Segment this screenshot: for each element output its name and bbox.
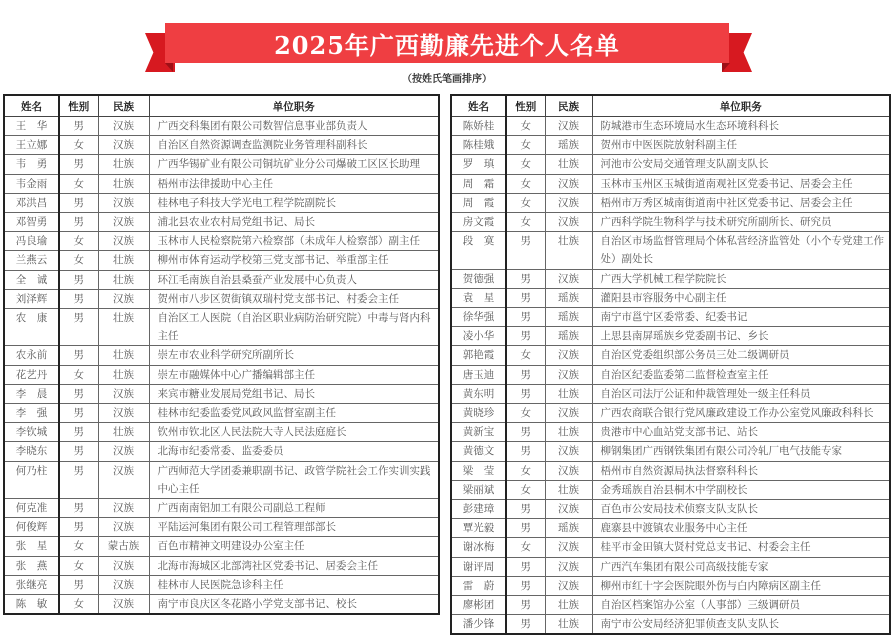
table-header-row [451,95,890,117]
person-name: 李晓东 [4,442,59,461]
person-name: 李 强 [4,404,59,423]
table-row [4,309,439,346]
person-position: 南宁市良庆区冬花路小学党支部书记、校长 [149,595,439,615]
person-ethnicity: 壮族 [98,423,149,442]
person-ethnicity: 壮族 [545,596,592,615]
person-name: 潘少锋 [451,615,506,635]
person-position: 崇左市融媒体中心广播编辑部主任 [149,365,439,384]
person-name: 张 燕 [4,556,59,575]
table-row [451,308,890,327]
person-name: 刘泽辉 [4,289,59,308]
right-table-body [451,117,890,635]
person-position: 贵港市中心血站党支部书记、站长 [592,423,890,442]
person-ethnicity: 壮族 [98,251,149,270]
person-gender: 男 [59,270,98,289]
table-row [4,289,439,308]
person-gender: 男 [506,384,545,403]
person-name: 张继亮 [4,575,59,594]
sort-note: （按姓氏笔画排序） [402,74,492,85]
person-position: 广西大学机械工程学院院长 [592,269,890,288]
person-position: 广西南南铝加工有限公司副总工程师 [149,499,439,518]
person-ethnicity: 汉族 [98,499,149,518]
table-row [451,576,890,595]
person-ethnicity: 汉族 [545,117,592,136]
person-position: 广西科学院生物科学与技术研究所副所长、研究员 [592,213,890,232]
person-name: 王立娜 [4,136,59,155]
person-ethnicity: 汉族 [98,213,149,232]
person-gender: 男 [506,615,545,635]
person-gender: 男 [59,289,98,308]
person-position: 北海市海城区北部湾社区党委书记、居委会主任 [149,556,439,575]
table-row [4,270,439,289]
table-row [451,615,890,635]
person-position: 鹿寨县中渡镇农业服务中心主任 [592,519,890,538]
person-gender: 男 [506,442,545,461]
person-gender: 男 [506,365,545,384]
person-position: 贺州市八步区贺街镇双瑞村党支部书记、村委会主任 [149,289,439,308]
table-row [451,461,890,480]
person-name: 何乃柱 [4,461,59,498]
title-banner [0,0,894,80]
person-ethnicity: 汉族 [545,365,592,384]
person-position: 自治区工人医院（自治区职业病防治研究院）中毒与肾内科主任 [149,309,439,346]
person-name: 王 华 [4,117,59,136]
person-gender: 女 [506,538,545,557]
person-gender: 男 [59,442,98,461]
table-row [451,117,890,136]
person-name: 黄德文 [451,442,506,461]
person-ethnicity: 汉族 [98,518,149,537]
person-position: 桂林市人民医院急诊科主任 [149,575,439,594]
person-name: 周 霞 [451,193,506,212]
table-row [4,117,439,136]
person-gender: 女 [506,155,545,174]
person-position: 来宾市糖业发展局党组书记、局长 [149,384,439,403]
person-ethnicity: 汉族 [545,557,592,576]
table-row [4,365,439,384]
col-header-gender: 性别 [506,95,545,117]
person-ethnicity: 汉族 [545,346,592,365]
person-position: 广西汽车集团有限公司高级技能专家 [592,557,890,576]
person-ethnicity: 壮族 [98,346,149,365]
col-header-ethnicity: 民族 [545,95,592,117]
person-name: 何俊辉 [4,518,59,537]
person-gender: 男 [506,557,545,576]
table-row [451,557,890,576]
person-position: 河池市公安局交通管理支队副支队长 [592,155,890,174]
person-name: 周 霜 [451,174,506,193]
person-name: 兰燕云 [4,251,59,270]
person-gender: 女 [506,136,545,155]
person-position: 广西华锡矿业有限公司铜坑矿业分公司爆破工区区长助理 [149,155,439,174]
person-position: 柳州市体育运动学校第三党支部书记、举重部主任 [149,251,439,270]
person-name: 罗 瑱 [451,155,506,174]
person-name: 郭艳霞 [451,346,506,365]
person-position: 崇左市农业科学研究所副所长 [149,346,439,365]
person-ethnicity: 汉族 [98,556,149,575]
person-gender: 男 [59,155,98,174]
person-position: 上思县南屏瑶族乡党委副书记、乡长 [592,327,890,346]
person-name: 邓洪昌 [4,193,59,212]
person-gender: 女 [506,174,545,193]
table-row [4,251,439,270]
person-ethnicity: 壮族 [545,384,592,403]
table-row [4,518,439,537]
person-gender: 女 [59,365,98,384]
person-name: 陈娇桂 [451,117,506,136]
person-name: 凌小华 [451,327,506,346]
person-ethnicity: 汉族 [98,117,149,136]
col-header-name: 姓名 [4,95,59,117]
person-ethnicity: 壮族 [98,270,149,289]
table-row [451,346,890,365]
right-table [450,94,891,635]
person-gender: 男 [59,384,98,403]
person-name: 农 康 [4,309,59,346]
person-position: 梧州市万秀区城南街道南中社区党委书记、居委会主任 [592,193,890,212]
person-ethnicity: 瑶族 [545,327,592,346]
person-ethnicity: 壮族 [545,615,592,635]
person-position: 自治区党委组织部公务员三处二级调研员 [592,346,890,365]
person-name: 彭建璋 [451,500,506,519]
person-position: 钦州市钦北区人民法院大寺人民法庭庭长 [149,423,439,442]
person-gender: 男 [59,423,98,442]
person-ethnicity: 汉族 [98,289,149,308]
col-header-ethnicity: 民族 [98,95,149,117]
person-name: 雷 蔚 [451,576,506,595]
person-name: 农永前 [4,346,59,365]
person-name: 何克准 [4,499,59,518]
person-position: 平陆运河集团有限公司工程管理部部长 [149,518,439,537]
person-gender: 男 [506,232,545,269]
person-name: 黄东明 [451,384,506,403]
person-name: 李钦城 [4,423,59,442]
person-position: 自治区档案馆办公室（人事部）三级调研员 [592,596,890,615]
table-row [4,193,439,212]
person-position: 柳钢集团广西钢铁集团有限公司冷轧厂电气技能专家 [592,442,890,461]
table-row [451,442,890,461]
person-name: 花艺丹 [4,365,59,384]
person-position: 自治区纪委监委第二监督检查室主任 [592,365,890,384]
page-title: 2025年广西勤廉先进个人名单 [274,30,620,60]
person-ethnicity: 壮族 [545,423,592,442]
table-row [4,155,439,174]
table-row [451,538,890,557]
person-name: 袁 星 [451,288,506,307]
person-position: 桂平市金田镇大贤村党总支书记、村委会主任 [592,538,890,557]
person-position: 玉林市玉州区玉城街道南观社区党委书记、居委会主任 [592,174,890,193]
person-name: 韦 勇 [4,155,59,174]
person-gender: 男 [506,519,545,538]
table-row [4,213,439,232]
person-position: 南宁市邕宁区委常委、纪委书记 [592,308,890,327]
left-table-body [4,117,439,615]
table-row [4,384,439,403]
table-row [451,384,890,403]
person-gender: 女 [59,537,98,556]
table-row [451,269,890,288]
table-row [4,423,439,442]
table-row [4,136,439,155]
table-row [4,575,439,594]
person-ethnicity: 瑶族 [545,288,592,307]
person-name: 冯良瑜 [4,232,59,251]
person-position: 广西师范大学团委兼职副书记、政管学院社会工作实训实践中心主任 [149,461,439,498]
person-name: 廖彬团 [451,596,506,615]
person-gender: 男 [506,596,545,615]
table-row [4,442,439,461]
person-ethnicity: 汉族 [98,595,149,615]
person-gender: 男 [506,423,545,442]
person-gender: 男 [59,575,98,594]
person-gender: 男 [506,288,545,307]
table-row [4,346,439,365]
table-row [451,596,890,615]
person-gender: 女 [59,556,98,575]
col-header-gender: 性别 [59,95,98,117]
person-gender: 男 [59,461,98,498]
person-name: 覃光毅 [451,519,506,538]
person-position: 桂林电子科技大学光电工程学院副院长 [149,193,439,212]
person-gender: 男 [506,576,545,595]
person-name: 陈桂娥 [451,136,506,155]
person-gender: 女 [506,213,545,232]
table-row [451,404,890,423]
person-gender: 女 [506,404,545,423]
person-gender: 女 [59,136,98,155]
person-gender: 男 [59,518,98,537]
person-gender: 男 [59,193,98,212]
person-position: 防城港市生态环境局水生态环境科科长 [592,117,890,136]
person-ethnicity: 壮族 [98,365,149,384]
person-position: 环江毛南族自治县桑蚕产业发展中心负责人 [149,270,439,289]
person-name: 张 星 [4,537,59,556]
table-row [451,136,890,155]
person-gender: 女 [506,117,545,136]
person-gender: 男 [59,117,98,136]
table-row [4,461,439,498]
person-ethnicity: 壮族 [98,309,149,346]
person-ethnicity: 汉族 [545,500,592,519]
person-gender: 女 [506,480,545,499]
person-position: 广西交科集团有限公司数智信息事业部负责人 [149,117,439,136]
person-ethnicity: 瑶族 [545,519,592,538]
person-name: 全 诚 [4,270,59,289]
table-row [4,537,439,556]
person-position: 金秀瑶族自治县桐木中学副校长 [592,480,890,499]
person-ethnicity: 汉族 [98,384,149,403]
person-gender: 男 [59,499,98,518]
person-position: 灌阳县市容服务中心副主任 [592,288,890,307]
ribbon [165,23,729,63]
table-row [451,519,890,538]
table-row [4,499,439,518]
person-gender: 女 [59,232,98,251]
person-ethnicity: 汉族 [545,404,592,423]
person-name: 谢评周 [451,557,506,576]
person-position: 柳州市红十字会医院眼外伤与白内障病区副主任 [592,576,890,595]
person-ethnicity: 瑶族 [545,308,592,327]
person-name: 谢冰梅 [451,538,506,557]
person-position: 百色市精神文明建设办公室主任 [149,537,439,556]
person-ethnicity: 瑶族 [545,136,592,155]
col-header-position: 单位职务 [149,95,439,117]
person-gender: 女 [506,461,545,480]
person-ethnicity: 壮族 [545,232,592,269]
person-position: 梧州市自然资源局执法督察科科长 [592,461,890,480]
person-ethnicity: 壮族 [98,174,149,193]
person-ethnicity: 壮族 [545,480,592,499]
person-position: 贺州市中医医院放射科副主任 [592,136,890,155]
person-name: 李 晨 [4,384,59,403]
person-position: 浦北县农业农村局党组书记、局长 [149,213,439,232]
table-row [451,174,890,193]
col-header-position: 单位职务 [592,95,890,117]
person-ethnicity: 壮族 [545,155,592,174]
person-position: 自治区市场监督管理局个体私营经济监管处（小个专党建工作处）副处长 [592,232,890,269]
person-gender: 男 [59,213,98,232]
person-ethnicity: 汉族 [545,193,592,212]
table-row [4,404,439,423]
person-gender: 女 [506,346,545,365]
person-position: 自治区自然资源调查监测院业务管理科副科长 [149,136,439,155]
table-row [4,232,439,251]
person-ethnicity: 汉族 [98,404,149,423]
table-row [451,232,890,269]
person-ethnicity: 汉族 [545,442,592,461]
table-row [4,174,439,193]
person-ethnicity: 汉族 [545,576,592,595]
table-row [451,213,890,232]
person-gender: 女 [59,251,98,270]
person-position: 广西农商联合银行党风廉政建设工作办公室党风廉政科科长 [592,404,890,423]
person-name: 韦金雨 [4,174,59,193]
person-name: 徐华强 [451,308,506,327]
table-row [451,365,890,384]
table-row [451,193,890,212]
person-gender: 男 [59,404,98,423]
person-position: 南宁市公安局经济犯罪侦查支队支队长 [592,615,890,635]
table-row [451,327,890,346]
person-position: 自治区司法厅公证和仲裁管理处一级主任科员 [592,384,890,403]
person-name: 段 寞 [451,232,506,269]
table-row [451,288,890,307]
person-gender: 男 [506,500,545,519]
person-ethnicity: 汉族 [98,193,149,212]
table-row [451,423,890,442]
table-row [4,556,439,575]
person-name: 黄新宝 [451,423,506,442]
person-name: 邓智勇 [4,213,59,232]
person-gender: 男 [506,269,545,288]
person-ethnicity: 蒙古族 [98,537,149,556]
person-position: 玉林市人民检察院第六检察部（未成年人检察部）副主任 [149,232,439,251]
table-header-row [4,95,439,117]
person-ethnicity: 汉族 [98,442,149,461]
person-gender: 男 [506,308,545,327]
table-row [451,155,890,174]
person-name: 贺德强 [451,269,506,288]
person-ethnicity: 汉族 [545,269,592,288]
person-ethnicity: 壮族 [98,155,149,174]
person-name: 黄晓珍 [451,404,506,423]
person-ethnicity: 汉族 [545,538,592,557]
person-ethnicity: 汉族 [545,461,592,480]
person-ethnicity: 汉族 [98,232,149,251]
table-row [451,480,890,499]
table-row [4,595,439,615]
person-position: 百色市公安局技术侦察支队支队长 [592,500,890,519]
person-name: 陈 敏 [4,595,59,615]
person-name: 房文霞 [451,213,506,232]
person-gender: 男 [59,346,98,365]
person-position: 梧州市法律援助中心主任 [149,174,439,193]
col-header-name: 姓名 [451,95,506,117]
person-ethnicity: 汉族 [98,575,149,594]
person-position: 北海市纪委常委、监委委员 [149,442,439,461]
person-position: 桂林市纪委监委党风政风监督室副主任 [149,404,439,423]
person-name: 唐玉迪 [451,365,506,384]
person-gender: 男 [59,309,98,346]
person-ethnicity: 汉族 [98,136,149,155]
person-ethnicity: 汉族 [545,213,592,232]
person-gender: 女 [59,174,98,193]
person-ethnicity: 汉族 [98,461,149,498]
person-gender: 女 [59,595,98,615]
table-row [451,500,890,519]
person-name: 梁 莹 [451,461,506,480]
person-ethnicity: 汉族 [545,174,592,193]
left-table [3,94,440,615]
person-gender: 女 [506,193,545,212]
person-name: 梁丽斌 [451,480,506,499]
person-gender: 男 [506,327,545,346]
